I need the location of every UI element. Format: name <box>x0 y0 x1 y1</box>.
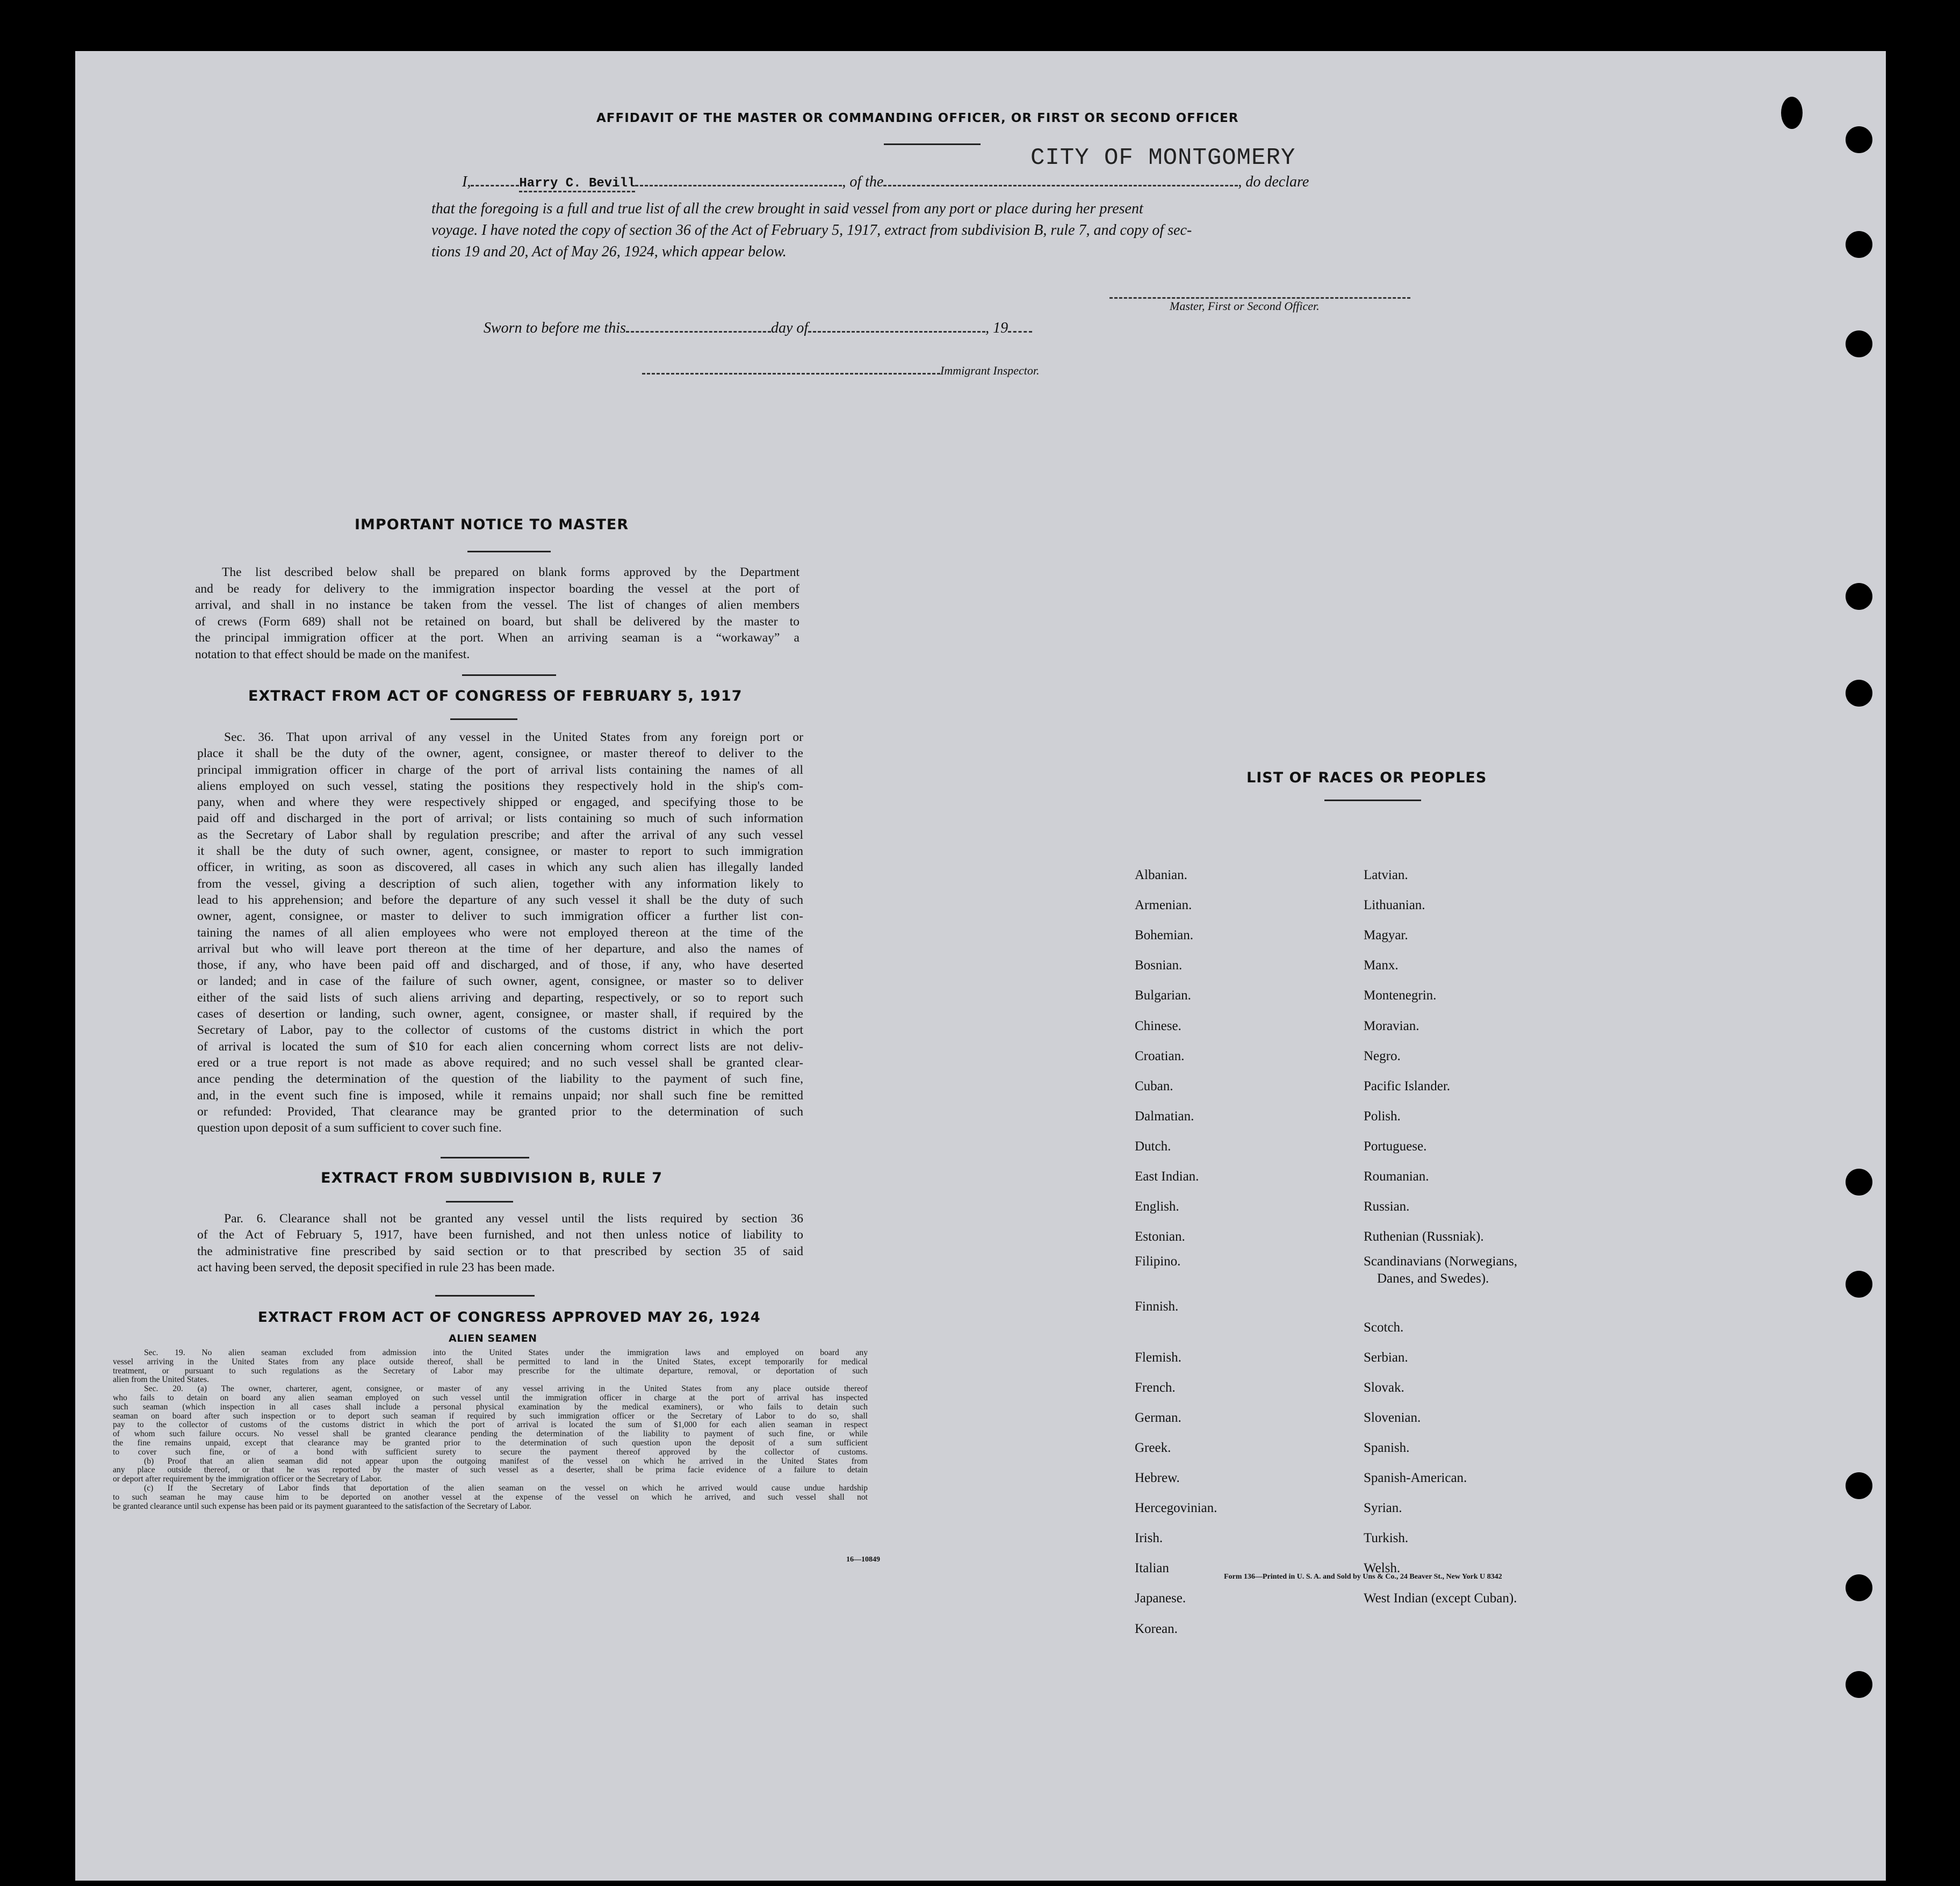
race-item: Cuban. <box>1135 1078 1173 1093</box>
divider <box>435 1295 535 1297</box>
race-item: Danes, and Swedes). <box>1377 1271 1489 1286</box>
race-item: Bulgarian. <box>1135 988 1191 1003</box>
inspector-line <box>642 364 1040 378</box>
text-line: arrival but who will leave port thereon at the time of her departure, and also the names of <box>197 941 803 956</box>
text-line: those, if any, who have been paid off and discharged, and of those, if any, who have deserted <box>197 958 803 973</box>
punch-hole <box>1846 680 1872 707</box>
sworn-before-text: Sworn to before me this <box>484 320 626 336</box>
text-line: ered or a true report is not made as above required; and no such vessel shall be granted clear- <box>197 1055 803 1070</box>
signature-caption: Master, First or Second Officer. <box>1170 299 1320 313</box>
text-line: Sec. 36. That upon arrival of any vessel in the United States from any foreign port or <box>224 730 803 744</box>
text-line: of the Act of February 5, 1917, have been furnished, and not then unless notice of liability to <box>197 1228 803 1242</box>
text-line: of arrival is located the sum of $10 for each alien concerning whom correct lists are not deliv- <box>197 1039 803 1054</box>
race-item: Manx. <box>1364 958 1399 973</box>
race-item: Albanian. <box>1135 868 1187 882</box>
inspector-caption: Immigrant Inspector. <box>940 364 1040 377</box>
text-line: alien from the United States. <box>113 1376 209 1385</box>
affidavit-body-line: that the foregoing is a full and true list of all the crew brought in said vessel from any port or place during her present <box>431 200 1143 217</box>
sworn-line <box>484 320 1032 337</box>
race-item: Hebrew. <box>1135 1471 1180 1485</box>
divider <box>446 1201 513 1203</box>
blank-line <box>635 184 842 186</box>
text-line: Sec. 20. (a) The owner, charterer, agent, consignee, or master of any vessel arriving in the United States from any place outside thereof <box>144 1385 868 1394</box>
race-item: Negro. <box>1364 1048 1401 1063</box>
race-item: French. <box>1135 1380 1176 1395</box>
punch-hole <box>1846 126 1872 153</box>
extract-1917-body <box>197 729 803 1136</box>
blank-line <box>883 184 1238 186</box>
race-item: Bohemian. <box>1135 928 1194 943</box>
race-item: Slovenian. <box>1364 1410 1421 1425</box>
extract-1924-title: EXTRACT FROM ACT OF CONGRESS APPROVED MAY 26, 1924 <box>258 1309 761 1326</box>
race-item: Welsh. <box>1364 1561 1401 1576</box>
affidavit-title: AFFIDAVIT OF THE MASTER OR COMMANDING OFFICER, OR FIRST OR SECOND OFFICER <box>596 111 1239 125</box>
of-the-text: , of the <box>842 174 884 190</box>
race-item: Croatian. <box>1135 1048 1185 1063</box>
blank-line <box>471 184 519 186</box>
extract-1917-lines <box>197 729 803 1136</box>
divider <box>1324 800 1421 801</box>
punch-hole <box>1846 583 1872 610</box>
text-line: taining the names of all alien employees who were not employed thereon at the time of the <box>197 925 803 940</box>
document-page <box>75 51 1886 1881</box>
text-line: question upon deposit of a sum sufficient to cover such fine. <box>197 1121 502 1135</box>
race-item: Hercegovinian. <box>1135 1501 1217 1516</box>
notice-title: IMPORTANT NOTICE TO MASTER <box>355 516 629 533</box>
rule7-title: EXTRACT FROM SUBDIVISION B, RULE 7 <box>321 1170 663 1186</box>
officer-name: Harry C. Bevill <box>519 176 635 192</box>
race-item: Bosnian. <box>1135 958 1183 973</box>
text-line: of whom such failure occurs. No vessel shall be granted clearance pending the determination of the liability to payment of such fine, or while <box>113 1430 868 1439</box>
text-line: act having been served, the deposit specified in rule 23 has been made. <box>197 1260 555 1275</box>
affidavit-declaration-line <box>462 174 1515 191</box>
text-line: who fails to detain on board any alien seaman employed on such vessel until the immigration officer in charge at the port of arrival has inspected <box>113 1393 868 1402</box>
text-line: to such seaman he may cause him to be deported on another vessel at the expense of the vessel on which he arrived, and such vessel shall not <box>113 1493 868 1502</box>
punch-hole <box>1846 231 1872 258</box>
divider <box>450 718 517 720</box>
text-line: vessel arriving in the United States from any place outside thereof, shall be permitted to land in the United States, except temporarily for medical <box>113 1357 868 1366</box>
text-line: any place outside thereof, or that he was reported by the master of such vessel as a deserter, shall be prima facie evidence of a failure to detain <box>113 1466 868 1475</box>
race-item: Estonian. <box>1135 1229 1185 1244</box>
race-item: Irish. <box>1135 1531 1163 1546</box>
race-item: Ruthenian (Russniak). <box>1364 1229 1484 1244</box>
race-item: Dutch. <box>1135 1139 1171 1154</box>
race-item: Filipino. <box>1135 1254 1181 1269</box>
affidavit-body-line: voyage. I have noted the copy of section 36 of the Act of February 5, 1917, extract from subdivision B, rule 7, and copy of sec- <box>431 222 1192 239</box>
text-line: The list described below shall be prepared on blank forms approved by the Department <box>222 565 799 579</box>
race-item: Polish. <box>1364 1108 1401 1124</box>
day-of-text: day of <box>770 320 809 336</box>
race-item: Moravian. <box>1364 1018 1419 1033</box>
blank-line <box>626 330 771 333</box>
text-line: lead to his apprehension; and before the departure of any such vessel it shall be the duty of such <box>197 892 803 907</box>
text-line: and, in the event such fine is imposed, while it remains unpaid; nor shall such fine be remitted <box>197 1088 803 1103</box>
race-item: Chinese. <box>1135 1018 1181 1033</box>
race-item: Russian. <box>1364 1199 1410 1214</box>
text-line: cases of desertion or landing, such owner, agent, consignee, or master shall, if required by the <box>197 1007 803 1021</box>
text-line: of crews (Form 689) shall not be retained on board, but shall be delivered by the master to <box>195 614 799 629</box>
vessel-name-stamp: CITY OF MONTGOMERY <box>1031 145 1296 171</box>
race-item: German. <box>1135 1410 1181 1425</box>
text-line: aliens employed on such vessel, stating the positions they respectively hold in the ship's com- <box>197 779 803 793</box>
race-item: Korean. <box>1135 1621 1178 1636</box>
text-line: Secretary of Labor, pay to the collector of customs of the customs district in which the port <box>197 1023 803 1038</box>
text-line: arrival, and shall in no instance be taken from the vessel. The list of changes of alien members <box>195 598 799 612</box>
form-code: 16—10849 <box>846 1556 880 1564</box>
text-line: from the vessel, giving a description of such alien, together with any information likely to <box>197 876 803 891</box>
text-line: (b) Proof that an alien seaman did not appear upon the outgoing manifest of the vessel on which he arrived in the United States from <box>144 1457 868 1466</box>
text-line: ance pending the determination of the question of the liability to the payment of such fine, <box>197 1072 803 1086</box>
divider <box>441 1157 529 1158</box>
text-line: pay to the collector of customs of the customs district in which the port of arrival is located the sum of $1,000 for each alien seaman in respect <box>113 1421 868 1430</box>
punch-hole <box>1846 330 1872 357</box>
race-item: Montenegrin. <box>1364 988 1437 1003</box>
text-line: the principal immigration officer at the port. When an arriving seaman is a “workaway” a <box>195 631 799 645</box>
text-line: seaman on board after such inspection or to deport such seaman if required by such immigration officer or the Secretary of Labor to do so, shall <box>113 1412 868 1421</box>
text-line: treatment, or pursuant to such regulations as the Secretary of Labor may prescribe for the ultimate departure, removal, or deportation of such <box>113 1366 868 1376</box>
race-item: English. <box>1135 1199 1179 1214</box>
punch-hole <box>1846 1472 1872 1499</box>
race-item: Portuguese. <box>1364 1139 1427 1154</box>
extract-1917-title: EXTRACT FROM ACT OF CONGRESS OF FEBRUARY 5, 1917 <box>248 688 743 704</box>
text-line: pany, when and where they were respectively shipped or engaged, and specifying those to be <box>197 795 803 810</box>
race-item: Lithuanian. <box>1364 898 1425 913</box>
race-item: Scandinavians (Norwegians, <box>1364 1254 1518 1269</box>
year-prefix-text: , 19 <box>985 320 1008 336</box>
race-item: Dalmatian. <box>1135 1108 1194 1124</box>
alien-seamen-subtitle: ALIEN SEAMEN <box>449 1333 537 1344</box>
blank-line <box>808 330 985 333</box>
race-item: Slovak. <box>1364 1380 1404 1395</box>
punch-hole <box>1846 1671 1872 1698</box>
race-item: Syrian. <box>1364 1501 1402 1516</box>
do-declare-text: , do declare <box>1238 174 1309 190</box>
text-line: notation to that effect should be made on the manifest. <box>195 647 470 661</box>
text-line: or landed; and in case of the failure of such owner, agent, consignee, or master so to deliver <box>197 974 803 989</box>
race-item: Greek. <box>1135 1440 1171 1455</box>
race-item: Roumanian. <box>1364 1169 1429 1184</box>
blank-line <box>642 372 940 375</box>
extract-1924-lines <box>113 1349 868 1511</box>
race-item: Serbian. <box>1364 1350 1408 1365</box>
text-line: to cover such fine, or of a bond with sufficient surety to secure the payment thereof approved by the collector of customs. <box>113 1448 868 1457</box>
race-item: Italian <box>1135 1561 1169 1576</box>
divider <box>462 674 556 676</box>
text-line: Sec. 19. No alien seaman excluded from admission into the United States under the immigration laws and employed on board any <box>144 1349 868 1357</box>
text-line: such seaman (which inspection in all cases shall include a personal physical examination by the medical examiners), or who fails to detain such <box>113 1402 868 1412</box>
text-line: or deport after requirement by the immigration officer or the Secretary of Labor. <box>113 1475 382 1484</box>
notice-lines <box>195 564 799 663</box>
race-item: Scotch. <box>1364 1320 1404 1335</box>
affidavit-body <box>431 198 1517 263</box>
punch-hole <box>1846 1574 1872 1601</box>
blank-line <box>1008 330 1032 333</box>
signature-line <box>1109 297 1410 299</box>
race-item: Japanese. <box>1135 1591 1186 1606</box>
text-line: place it shall be the duty of the owner, agent, consignee, or master thereof to deliver to the <box>197 746 803 761</box>
word-i: I, <box>462 174 471 190</box>
text-line: the administrative fine prescribed by said section or to that prescribed by section 35 of said <box>197 1244 803 1258</box>
rule7-lines <box>197 1211 803 1276</box>
extract-1924-body <box>113 1349 868 1511</box>
race-item: West Indian (except Cuban). <box>1364 1591 1517 1606</box>
text-line: principal immigration officer in charge of the port of arrival lists containing the names of all <box>197 762 803 777</box>
rule7-body <box>197 1211 803 1276</box>
text-line: officer, in writing, as soon as discovered, all cases in which any such alien has illegally landed <box>197 860 803 875</box>
notice-body <box>195 564 799 663</box>
races-title: LIST OF RACES OR PEOPLES <box>1246 769 1487 786</box>
divider <box>467 551 551 552</box>
punch-hole <box>1846 1271 1872 1298</box>
text-line: or refunded: Provided, That clearance may be granted prior to the determination of such <box>197 1104 803 1119</box>
text-line: either of the said lists of such aliens arriving and departing, respectively, or so to report such <box>197 990 803 1005</box>
text-line: the fine remains unpaid, except that clearance may be granted prior to the determination of such question upon the deposit of a sum sufficient <box>113 1438 868 1448</box>
text-line: be granted clearance until such expense has been paid or its payment guaranteed to the satisfaction of the Secretary of Labor. <box>113 1502 531 1511</box>
punch-hole <box>1846 1169 1872 1196</box>
race-item: Armenian. <box>1135 898 1192 913</box>
text-line: Par. 6. Clearance shall not be granted any vessel until the lists required by section 36 <box>224 1212 803 1226</box>
race-item: Pacific Islander. <box>1364 1078 1451 1093</box>
race-item: East Indian. <box>1135 1169 1199 1184</box>
race-item: Spanish. <box>1364 1440 1410 1455</box>
divider <box>884 143 981 145</box>
text-line: as the Secretary of Labor shall by regulation prescribe; and after the arrival of any such vessel <box>197 827 803 842</box>
race-item: Flemish. <box>1135 1350 1181 1365</box>
text-line: it shall be the duty of such owner, agent, consignee, or master to report to such immigration <box>197 844 803 859</box>
race-item: Turkish. <box>1364 1531 1409 1546</box>
race-item: Latvian. <box>1364 868 1408 882</box>
affidavit-body-line: tions 19 and 20, Act of May 26, 1924, which appear below. <box>431 243 787 260</box>
text-line: (c) If the Secretary of Labor finds that deportation of the alien seaman on the vessel on which he arrived would cause undue hardship <box>144 1484 868 1493</box>
race-item: Spanish-American. <box>1364 1471 1467 1485</box>
text-line: and be ready for delivery to the immigration inspector boarding the vessel at the port of <box>195 581 799 596</box>
text-line: owner, agent, consignee, or master to deliver to such immigration officer a further list con- <box>197 909 803 924</box>
race-item: Finnish. <box>1135 1299 1179 1314</box>
printer-line: Form 136—Printed in U. S. A. and Sold by Uns & Co., 24 Beaver St., New York U 8342 <box>1224 1573 1502 1581</box>
race-item: Magyar. <box>1364 928 1408 943</box>
punch-hole <box>1781 97 1803 129</box>
text-line: paid off and discharged in the port of arrival; or lists containing so much of such information <box>197 811 803 826</box>
